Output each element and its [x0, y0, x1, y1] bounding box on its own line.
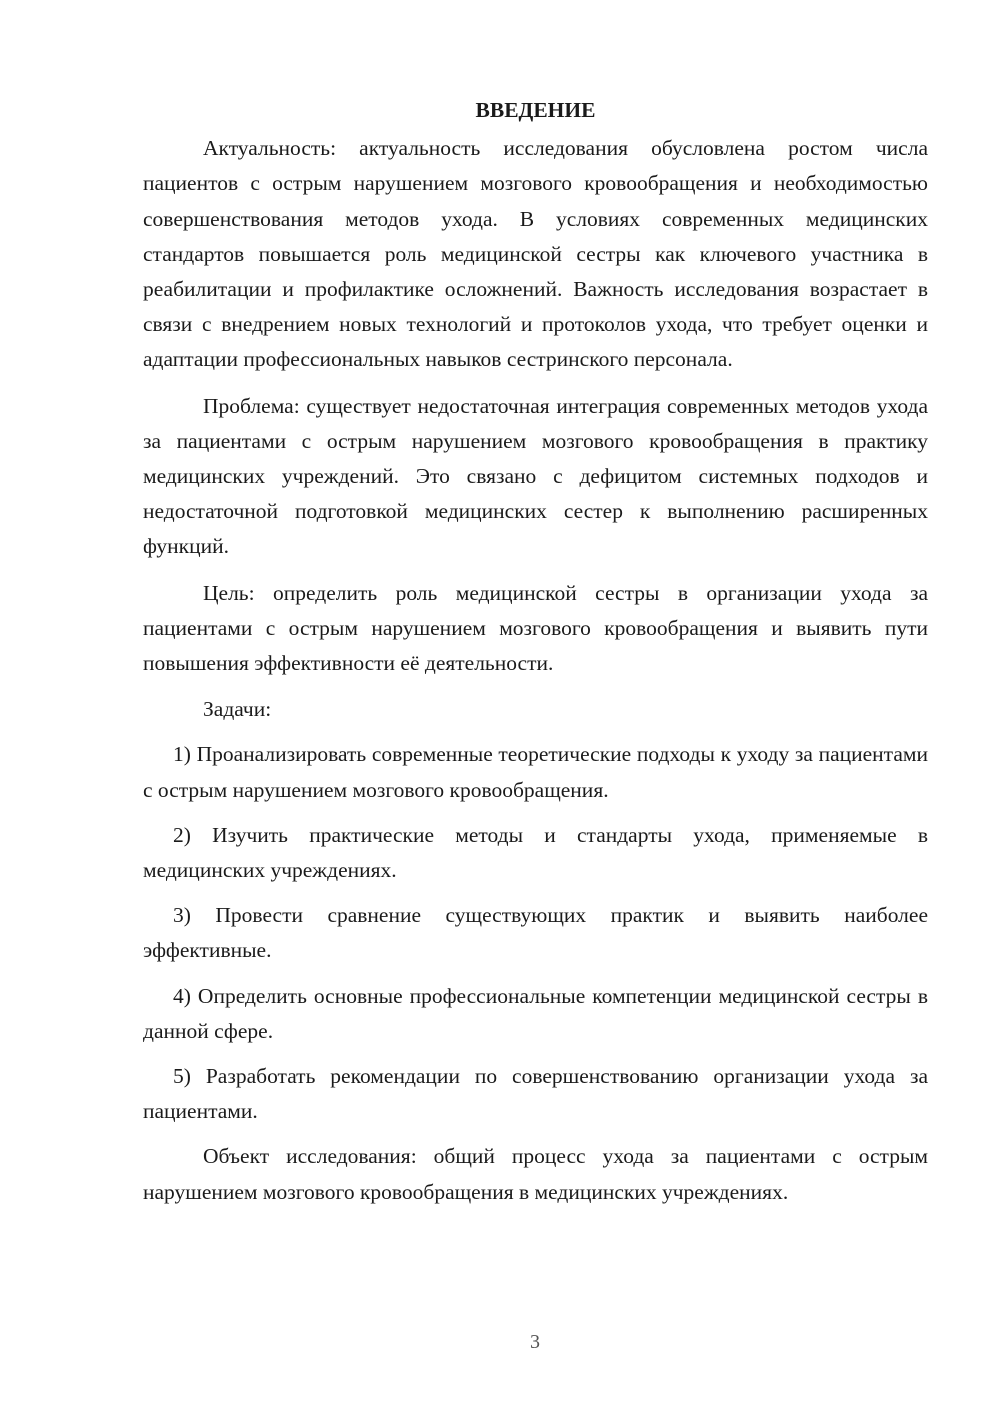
task-item: 5) Разработать рекомендации по совершенствованию организации ухода за пациентами. — [143, 1064, 928, 1124]
document-page — [143, 93, 928, 1221]
page-number: 3 — [530, 1331, 540, 1353]
goal-paragraph: Цель: определить роль медицинской сестры в организации ухода за пациентами с острым нарушением мозгового кровообращения и выявить пути повышения эффективности её деятельности. — [143, 580, 928, 676]
task-item: 4) Определить основные профессиональные компетенции медицинской сестры в данной сфере. — [143, 983, 928, 1043]
tasks-list — [143, 737, 928, 1129]
task-item: 2) Изучить практические методы и стандарты ухода, применяемые в медицинских учреждениях. — [143, 822, 928, 883]
relevance-paragraph: Актуальность: актуальность исследования обусловлена ростом числа пациентов с острым нарушением мозгового кровообращения и необходимостью совершенствования методов ухода. В условиях современных медицинских стандартов повышается роль медицинской сестры как ключевого участника в реабилитации и профилактике осложнений. Важность исследования возрастает в связи с внедрением новых технологий и протоколов ухода, что требует оценки и адаптации профессиональных навыков сестринского персонала. — [143, 136, 928, 372]
problem-paragraph: Проблема: существует недостаточная интеграция современных методов ухода за пациентами с острым нарушением мозгового кровообращения в практику медицинских учреждений. Это связано с дефицитом системных подходов и недостаточной подготовкой медицинских сестер к выполнению расширенных функций. — [143, 393, 928, 559]
section-title: ВВЕДЕНИЕ — [475, 98, 596, 122]
task-item: 1) Проанализировать современные теоретические подходы к уходу за пациентами с острым нарушением мозгового кровообращения. — [143, 742, 928, 802]
task-item: 3) Провести сравнение существующих практик и выявить наиболее эффективные. — [143, 903, 928, 963]
object-paragraph: Объект исследования: общий процесс ухода за пациентами с острым нарушением мозгового кровообращения в медицинских учреждениях. — [143, 1144, 928, 1204]
tasks-heading: Задачи: — [203, 697, 272, 722]
